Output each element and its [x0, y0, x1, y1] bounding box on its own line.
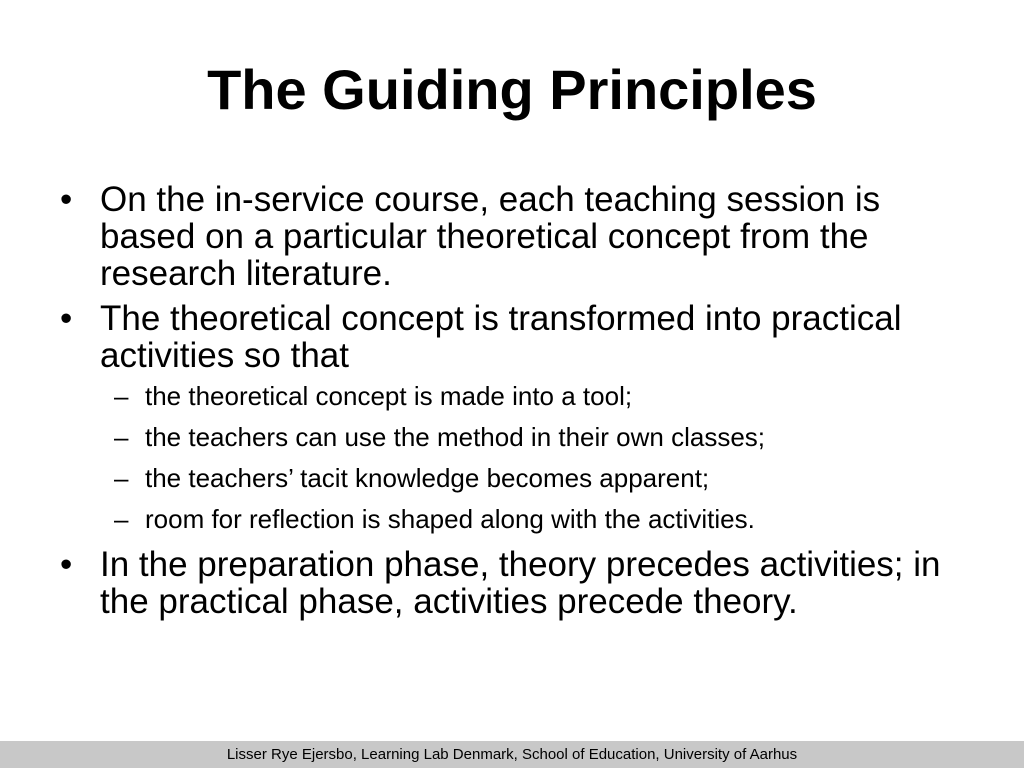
sub-marker: – — [114, 504, 129, 534]
sub-list — [56, 382, 976, 533]
bullet-text: In the preparation phase, theory precedes activities; in the practical phase, activities precede theory. — [100, 545, 941, 621]
footer-text: Lisser Rye Ejersbo, Learning Lab Denmark, School of Education, University of Aarhus — [226, 746, 798, 763]
bullet-marker: • — [60, 545, 73, 584]
sub-item — [56, 382, 976, 410]
sub-text: room for reflection is shaped along with the activities. — [145, 504, 755, 534]
sub-marker: – — [114, 463, 129, 493]
slide-body — [56, 181, 976, 628]
bullet-text: The theoretical concept is transformed into practical activities so that — [100, 299, 902, 375]
bullet-text: On the in-service course, each teaching session is based on a particular theoretical concept from the research literature. — [100, 180, 881, 293]
sub-text: the teachers can use the method in their own classes; — [145, 422, 766, 452]
bullet-marker: • — [60, 299, 73, 338]
bullet-item — [56, 300, 976, 374]
slide-title: The Guiding Principles — [207, 58, 817, 121]
sub-text: the theoretical concept is made into a tool; — [145, 381, 633, 411]
sub-text: the teachers’ tacit knowledge becomes apparent; — [145, 463, 710, 493]
bullet-marker: • — [60, 180, 73, 219]
sub-item — [56, 464, 976, 492]
sub-marker: – — [114, 422, 129, 452]
footer-bar — [0, 741, 1024, 768]
sub-marker: – — [114, 381, 129, 411]
bullet-item — [56, 546, 976, 620]
sub-item — [56, 423, 976, 451]
bullet-item — [56, 181, 976, 292]
sub-item — [56, 505, 976, 533]
